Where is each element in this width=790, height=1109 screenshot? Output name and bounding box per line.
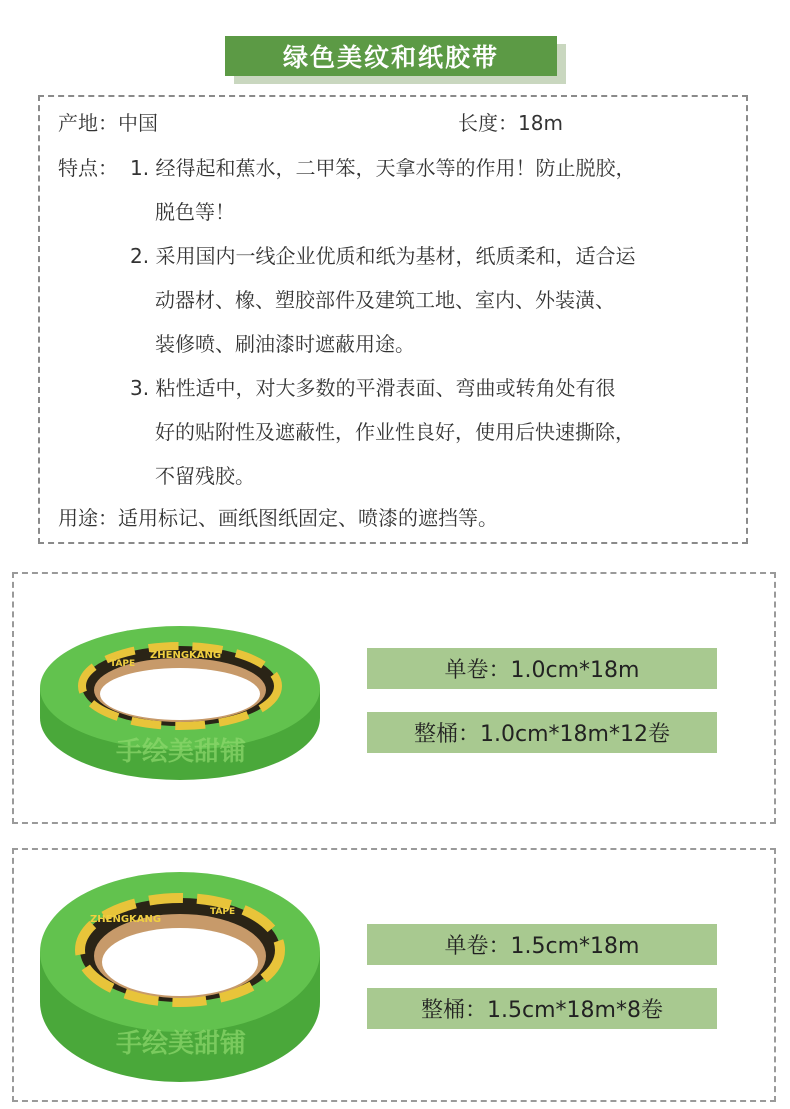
usage-text: 用途：适用标记、画纸图纸固定、喷漆的遮挡等。 (58, 506, 498, 530)
tape-roll-1-5cm-image (30, 862, 330, 1087)
feature-2-line-2: 动器材、橡、塑胶部件及建筑工地、室内、外装潢、 (155, 288, 615, 312)
tape-roll-1cm-image (30, 600, 340, 800)
tape-brand-text: ZHENGKANG (150, 650, 222, 661)
feature-2-line-1: 2. 采用国内一线企业优质和纸为基材，纸质柔和，适合运 (130, 244, 636, 268)
page-title: 绿色美纹和纸胶带 (225, 36, 557, 76)
watermark-2: 手绘美甜铺 (116, 1029, 247, 1059)
features-label: 特点： (58, 156, 118, 180)
spec-bucket-1: 整桶：1.0cm*18m*12卷 (367, 712, 717, 753)
tape-label-text: TAPE (110, 659, 136, 669)
spec-single-2: 单卷：1.5cm*18m (367, 924, 717, 965)
tape-label-text-2: TAPE (210, 907, 236, 917)
feature-3-line-2: 好的贴附性及遮蔽性，作业性良好，使用后快速撕除， (155, 420, 635, 444)
feature-3-line-3: 不留残胶。 (155, 464, 255, 488)
feature-1-line-1: 1. 经得起和蕉水，二甲笨，天拿水等的作用！防止脱胶， (130, 156, 636, 180)
length-text: 长度：18m (458, 111, 563, 135)
spec-single-1: 单卷：1.0cm*18m (367, 648, 717, 689)
origin-text: 产地：中国 (58, 111, 158, 135)
feature-3-line-1: 3. 粘性适中，对大多数的平滑表面、弯曲或转角处有很 (130, 376, 616, 400)
watermark-1: 手绘美甜铺 (116, 737, 247, 767)
tape-brand-text-2: ZHENGKANG (90, 914, 162, 925)
feature-2-line-3: 装修喷、刷油漆时遮蔽用途。 (155, 332, 415, 356)
spec-bucket-2: 整桶：1.5cm*18m*8卷 (367, 988, 717, 1029)
feature-1-line-2: 脱色等！ (155, 200, 235, 224)
